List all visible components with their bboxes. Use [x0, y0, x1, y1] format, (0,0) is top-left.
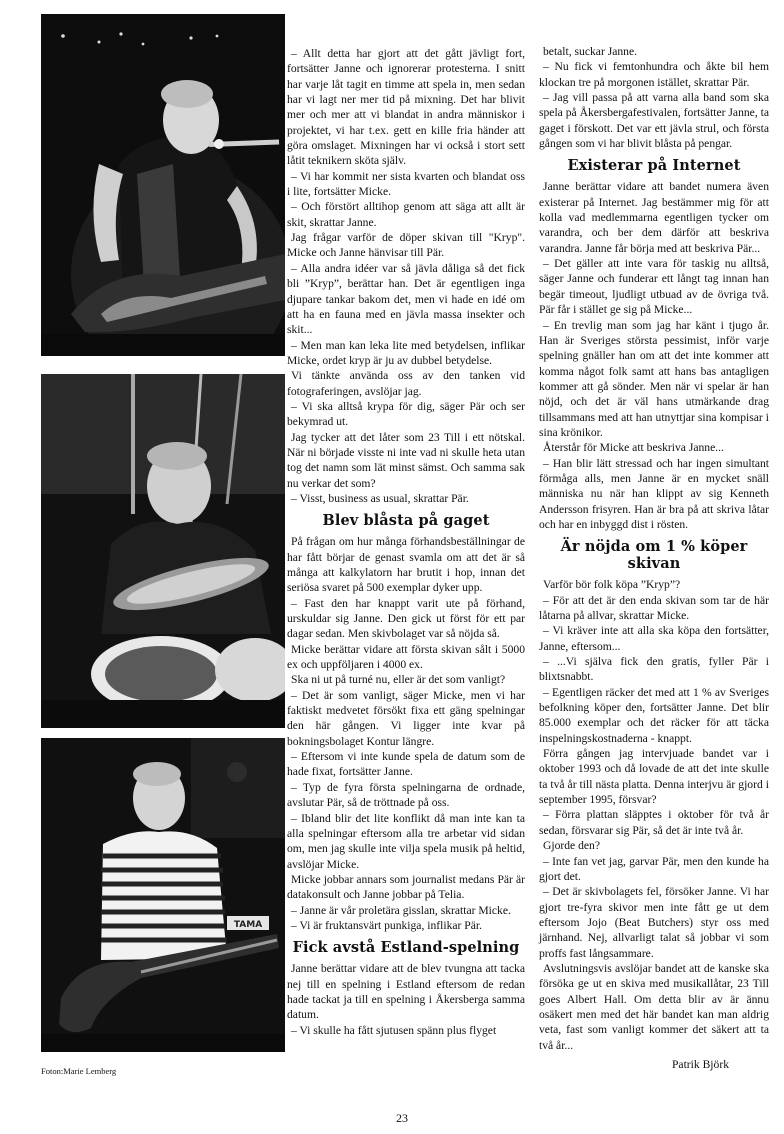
photo-singer-guitarist — [41, 14, 285, 356]
photo-drummer — [41, 374, 285, 728]
paragraph: Varför bör folk köpa ”Kryp”? — [543, 578, 681, 592]
paragraph: Gjorde den? — [543, 839, 600, 853]
paragraph: – Vi har kommit ner sista kvarten och blandat oss i lite, fortsätter Micke. — [287, 169, 525, 199]
paragraph: Jag frågar varför de döper skivan till "Kryp". Micke och Janne hänvisar till Pär. — [287, 231, 525, 260]
paragraph: – Och förstört alltihop genom att säga att allt är skit, skrattar Janne. — [287, 200, 525, 229]
paragraph: – Fast den har knappt varit ute på förhand, urskuldar sig Janne. Den gick ut först för ett par dagar sedan. Men skivbolaget var så nöjda så. — [287, 596, 525, 641]
paragraph: – Nu fick vi femtonhundra och åkte bil hem klockan tre på morgonen istället, skrattar Pär. — [539, 60, 769, 89]
section-heading: Existerar på Internet — [567, 157, 741, 175]
paragraph: – Jag vill passa på att varna alla band som ska spela på Åkersbergafestivalen, fortsätter Janne, ta gaget i förskott. Det var ett jävla strul, och första gången som vi har blivit blåsta på pengar. — [539, 91, 769, 151]
paragraph: – Janne är vår proletära gisslan, skrattar Micke. — [291, 903, 511, 917]
paragraph: Vi tänkte använda oss av den tanken vid fotograferingen, avslöjar jag. — [287, 369, 525, 398]
paragraph: – Det gäller att inte vara för taskig nu alltså, säger Janne och funderar ett långt tag innan han begär timeout, ljudligt utbuad av de övriga två. Pär får i stället ge sig på Micke... — [539, 257, 769, 317]
paragraph: – Vi kräver inte att alla ska köpa den fortsätter, Janne, eftersom... — [539, 624, 769, 653]
photo-singer-graphic — [41, 14, 285, 356]
section-heading: Är nöjda om 1 % köper skivan — [560, 538, 748, 573]
text-block — [287, 46, 525, 506]
paragraph: – Alla andra idéer var så jävla dåliga så det fick bli ”Kryp”, berättar han. Det är egentligen inga djupare tankar bakom det, men vi hade en idé om att ha en fauna med en jävla massa insekter och skit... — [287, 261, 525, 337]
paragraph: – ...Vi själva fick den gratis, fyller Pär i blixtsnabbt. — [539, 655, 769, 684]
paragraph: Janne berättar vidare att de blev tvungna att tacka nej till en spelning i Estland eftersom de redan hade tackat ja till en spelning i Åkersberga samma datum. — [287, 962, 525, 1022]
paragraph: – Han blir lätt stressad och har ingen simultant förmåga alls, men Janne är en mycket snäll människa nu när han klippt av sig Kenneth Andersson frisyren. Han är bra på att skriva låtar och har en inbyggd dist i rösten. — [539, 456, 769, 531]
section-heading: Blev blåsta på gaget — [322, 512, 490, 530]
text-block — [287, 534, 525, 933]
photo-drummer-graphic — [41, 374, 285, 728]
paragraph: – En trevlig man som jag har känt i tjugo år. Han är Sveriges största pessimist, inför varje spelning gnäller han om att det inte kommer att komma något folk samt att hans bas antagligen kommer att gå sönder. Men när vi spelar är han nöjd, och det är väl hans utmärkande drag tillsammans med att han utnyttjar sina kompisar i sina krönikor. — [539, 318, 769, 439]
paragraph: – Eftersom vi inte kunde spela de datum som de hade fixat, fortsätter Janne. — [287, 750, 525, 779]
text-block — [539, 577, 769, 1053]
photo-credit: Foton:Marie Lemberg — [41, 1066, 117, 1076]
paragraph: – Vi ska alltså krypa för dig, säger Pär och ser bekymrad ut. — [287, 399, 525, 429]
paragraph: Återstår för Micke att beskriva Janne... — [543, 441, 724, 455]
amp-brand-label: TAMA — [233, 920, 263, 930]
photo-bassist-graphic — [41, 738, 285, 1052]
article-column-right — [539, 44, 769, 1072]
author-signature: Patrik Björk — [671, 1057, 729, 1071]
paragraph: – Typ de fyra första spelningarna de ordnade, avslutar Pär, så de tröttnade på oss. — [287, 780, 525, 810]
paragraph: Avslutningsvis avslöjar bandet att de kanske ska försöka ge ut en skiva med musikallåtar, 23 Till goes Albert Hall. Om detta blir av är ännu osäkert men med det här bandet kan man aldrig veta, fast som vanligt kommer det säkert att ta två år... — [539, 961, 769, 1052]
paragraph: Micke berättar vidare att första skivan sålt i 5000 ex och uppföljaren i 4000 ex. — [287, 642, 525, 672]
text-block — [287, 961, 525, 1038]
paragraph: – Visst, business as usual, skrattar Pär. — [291, 491, 469, 505]
section-heading: Fick avstå Estland-spelning — [292, 939, 520, 957]
paragraph: – Men man kan leka lite med betydelsen, inflikar Micke, ordet kryp är ju av dubbel betydelse. — [287, 338, 525, 367]
paragraph: – Vi är fruktansvärt punkiga, inflikar Pär. — [291, 918, 482, 932]
text-block — [539, 44, 769, 151]
paragraph: Janne berättar vidare att bandet numera även existerar på Internet. Jag bestämmer mig för att kolla vad medlemmarna egentligen tycker om varandra, och ber dem därför att beskriva varandra. Janne får börja med att beskriva Pär... — [539, 180, 769, 255]
paragraph: betalt, suckar Janne. — [543, 45, 638, 58]
photo-bassist — [41, 738, 285, 1052]
paragraph: – Förra plattan släpptes i oktober för två år sedan, försvarar sig Pär, så det är inte två år. — [539, 808, 769, 837]
text-block — [539, 179, 769, 532]
paragraph: – Det är som vanligt, säger Micke, men vi har faktiskt medvetet försökt fixa ett gäng spelningar den här gången. Vi ligger inte kvar på bokningsbolaget Kontur längre. — [287, 688, 525, 748]
paragraph: Micke jobbar annars som journalist medans Pär är datakonsult och Janne jobbar på Telia. — [287, 872, 525, 902]
paragraph: – Allt detta har gjort att det gått jävligt fort, fortsätter Janne och ignorerar protesterna. I snitt har varje låt tagit en timme att spela in, men sedan har vi lagt ner mer tid på mixning. Det har blivit mer och mer att vi blandat in andra människor i projektet, vi har t.ex. gett en kille fria händer att göra omslaget. Mixningen har vi också i stort sett låtit teknikern sköta själv. — [287, 47, 525, 168]
paragraph: – Vi skulle ha fått sjutusen spänn plus flyget — [291, 1023, 497, 1037]
paragraph: Ska ni ut på turné nu, eller är det som vanligt? — [291, 673, 506, 687]
paragraph: – Egentligen räcker det med att 1 % av Sveriges befolkning köper den, fortsätter Janne. Det blir 85.000 exemplar och det räcker för att täcka inspelningskostnaderna - knappt. — [539, 685, 769, 745]
paragraph: – Inte fan vet jag, garvar Pär, men den kunde ha gjort det. — [539, 854, 769, 883]
paragraph: Jag tycker att det låter som 23 Till i ett nötskal. När ni började visste ni inte vad ni skulle heta utan tog det namn som lät minst sämst. Och samma sak nu verkar det som? — [287, 430, 525, 490]
article-column-middle — [287, 46, 525, 1038]
page-number: 23 — [396, 1111, 408, 1125]
paragraph: – För att det är den enda skivan som tar de här låtarna på allvar, skrattar Micke. — [539, 593, 769, 622]
paragraph: På frågan om hur många förhandsbeställningar de har fått börjar de genast svamla om att det är så många att kalkylatorn har brutit i hop, innan det seriösa svaret på 500 exemplar dyker upp. — [287, 535, 525, 595]
paragraph: – Det är skivbolagets fel, försöker Janne. Vi har gjort tre-fyra skivor men inte fått ge ut dem eftersom Jojo (Beat Butchers) styr oss med järnhand. Nej, allvarligt talat så jobbar vi som proffs fast långsammare. — [539, 885, 769, 960]
paragraph: – Ibland blir det lite konflikt då man inte kan ta alla spelningar eftersom alla tre arbetar vid sidan om, men jag skulle inte vilja spela musik på heltid, avslöjar Micke. — [287, 811, 525, 871]
paragraph: Förra gången jag intervjuade bandet var i oktober 1993 och då lovade de att det inte skulle ta två år till nästa platta. Denna interjvu är gjord i september 1995, försvar? — [539, 747, 769, 807]
